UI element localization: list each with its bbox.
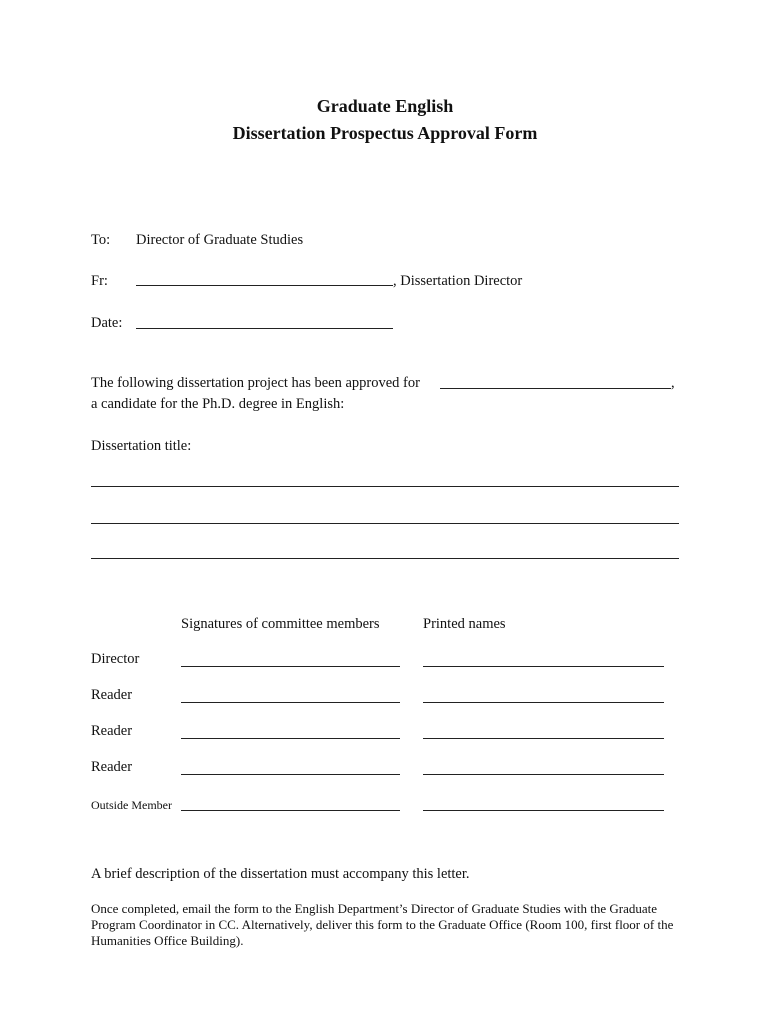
printed-names-column-header: Printed names xyxy=(423,616,506,632)
dissertation-title-label: Dissertation title: xyxy=(91,438,192,454)
from-name-line[interactable] xyxy=(136,285,393,286)
reader-2-printed-name-line[interactable] xyxy=(423,738,664,739)
form-title-line1: Graduate English xyxy=(316,96,454,116)
outside-member-signature-line[interactable] xyxy=(181,810,400,811)
role-reader-3-label: Reader xyxy=(91,759,133,775)
reader-1-printed-name-line[interactable] xyxy=(423,702,664,703)
from-suffix: , Dissertation Director xyxy=(393,273,523,289)
signatures-column-header: Signatures of committee members xyxy=(181,616,380,632)
date-line[interactable] xyxy=(136,328,393,329)
reader-3-signature-line[interactable] xyxy=(181,774,400,775)
approval-line2: a candidate for the Ph.D. degree in English: xyxy=(91,396,345,412)
form-title-line2: Dissertation Prospectus Approval Form xyxy=(232,123,538,143)
submission-instructions: Once completed, email the form to the English Department’s Director of Graduate Studies with the Graduate Program Coordinator in CC. Alternatively, deliver this form to the Graduate Office (Room 100, first floor of the Humanities Office Building). xyxy=(91,901,674,948)
role-outside-member-label: Outside Member xyxy=(91,798,172,812)
dissertation-title-line-2[interactable] xyxy=(91,523,679,524)
candidate-name-line[interactable] xyxy=(440,388,671,389)
date-label: Date: xyxy=(91,315,123,331)
director-signature-line[interactable] xyxy=(181,666,400,667)
dissertation-title-line-1[interactable] xyxy=(91,486,679,487)
to-label: To: xyxy=(91,232,111,248)
director-printed-name-line[interactable] xyxy=(423,666,664,667)
role-reader-1-label: Reader xyxy=(91,687,133,703)
from-label: Fr: xyxy=(91,273,108,289)
dissertation-title-line-3[interactable] xyxy=(91,558,679,559)
approval-line1: The following dissertation project has been approved for xyxy=(91,375,420,391)
role-reader-2-label: Reader xyxy=(91,723,133,739)
reader-1-signature-line[interactable] xyxy=(181,702,400,703)
approval-line1-comma: , xyxy=(671,375,675,391)
role-director-label: Director xyxy=(91,651,140,667)
to-value: Director of Graduate Studies xyxy=(136,232,304,248)
outside-member-printed-name-line[interactable] xyxy=(423,810,664,811)
description-note: A brief description of the dissertation must accompany this letter. xyxy=(91,866,470,882)
reader-3-printed-name-line[interactable] xyxy=(423,774,664,775)
reader-2-signature-line[interactable] xyxy=(181,738,400,739)
